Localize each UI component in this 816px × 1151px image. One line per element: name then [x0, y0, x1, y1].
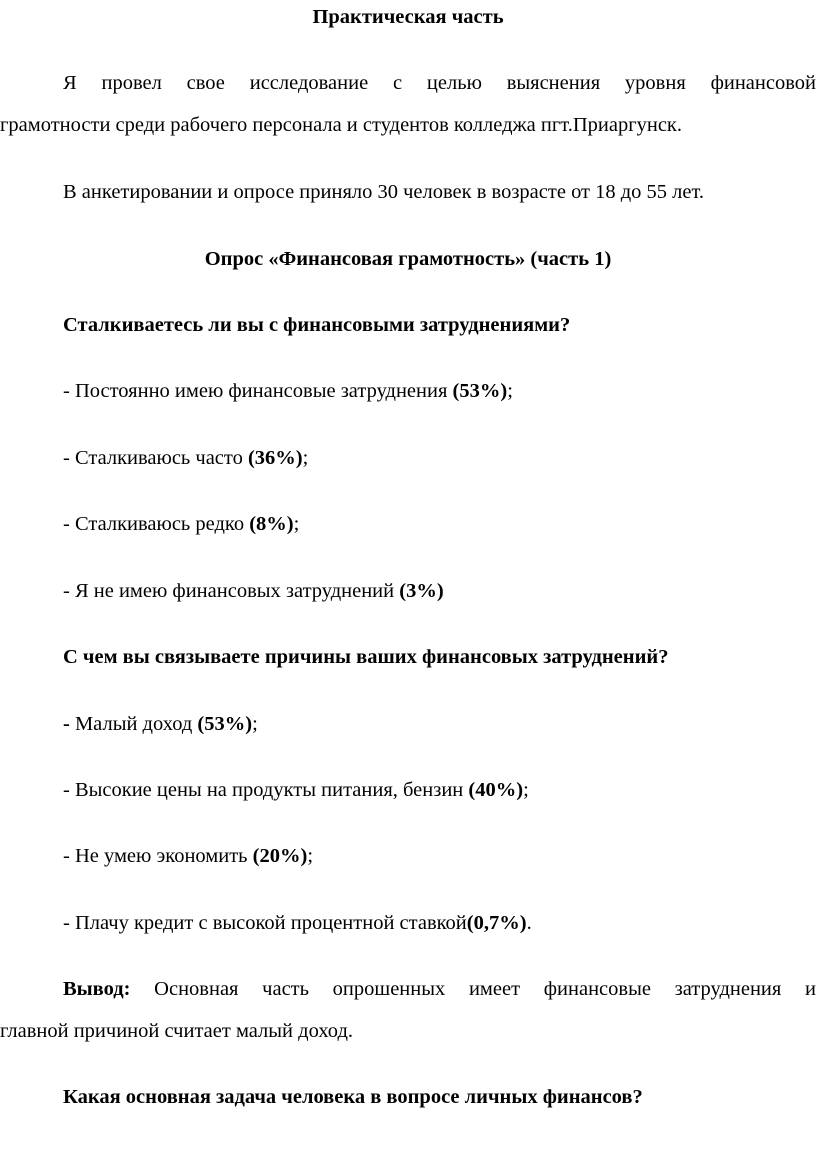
question-1: Сталкиваетесь ли вы с финансовыми затруднениями?	[63, 314, 571, 336]
q2-answer-3: - Не умею экономить (20%);	[63, 845, 314, 867]
intro-line-2: грамотности среди рабочего персонала и студентов колледжа пгт.Приаргунск.	[0, 114, 683, 136]
q2-answer-2: - Высокие цены на продукты питания, бензин (40%);	[63, 779, 529, 801]
q1-answer-2: - Сталкиваюсь часто (36%);	[63, 447, 309, 469]
intro-line-1: Я провел свое исследование с целью выяснения уровня финансовой	[63, 72, 816, 94]
conclusion-line-1: Вывод: Основная часть опрошенных имеет финансовые затруднения и	[63, 978, 816, 1000]
question-3: Какая основная задача человека в вопросе личных финансов?	[63, 1086, 643, 1108]
q1-answer-3: - Сталкиваюсь редко (8%);	[63, 513, 300, 535]
q1-answer-1: - Постоянно имею финансовые затруднения (53%);	[63, 380, 513, 402]
q2-answer-4: - Плачу кредит с высокой процентной ставкой(0,7%).	[63, 912, 532, 934]
participants-text: В анкетировании и опросе приняло 30 человек в возрасте от 18 до 55 лет.	[63, 181, 705, 203]
q2-answer-1: - Малый доход (53%);	[63, 713, 258, 735]
question-2: С чем вы связываете причины ваших финансовых затруднений?	[63, 646, 669, 668]
conclusion-line-2: главной причиной считает малый доход.	[0, 1020, 354, 1042]
survey-title: Опрос «Финансовая грамотность» (часть 1)	[204, 248, 612, 270]
page-title: Практическая часть	[312, 6, 504, 28]
q1-answer-4: - Я не имею финансовых затруднений (3%)	[63, 580, 444, 602]
